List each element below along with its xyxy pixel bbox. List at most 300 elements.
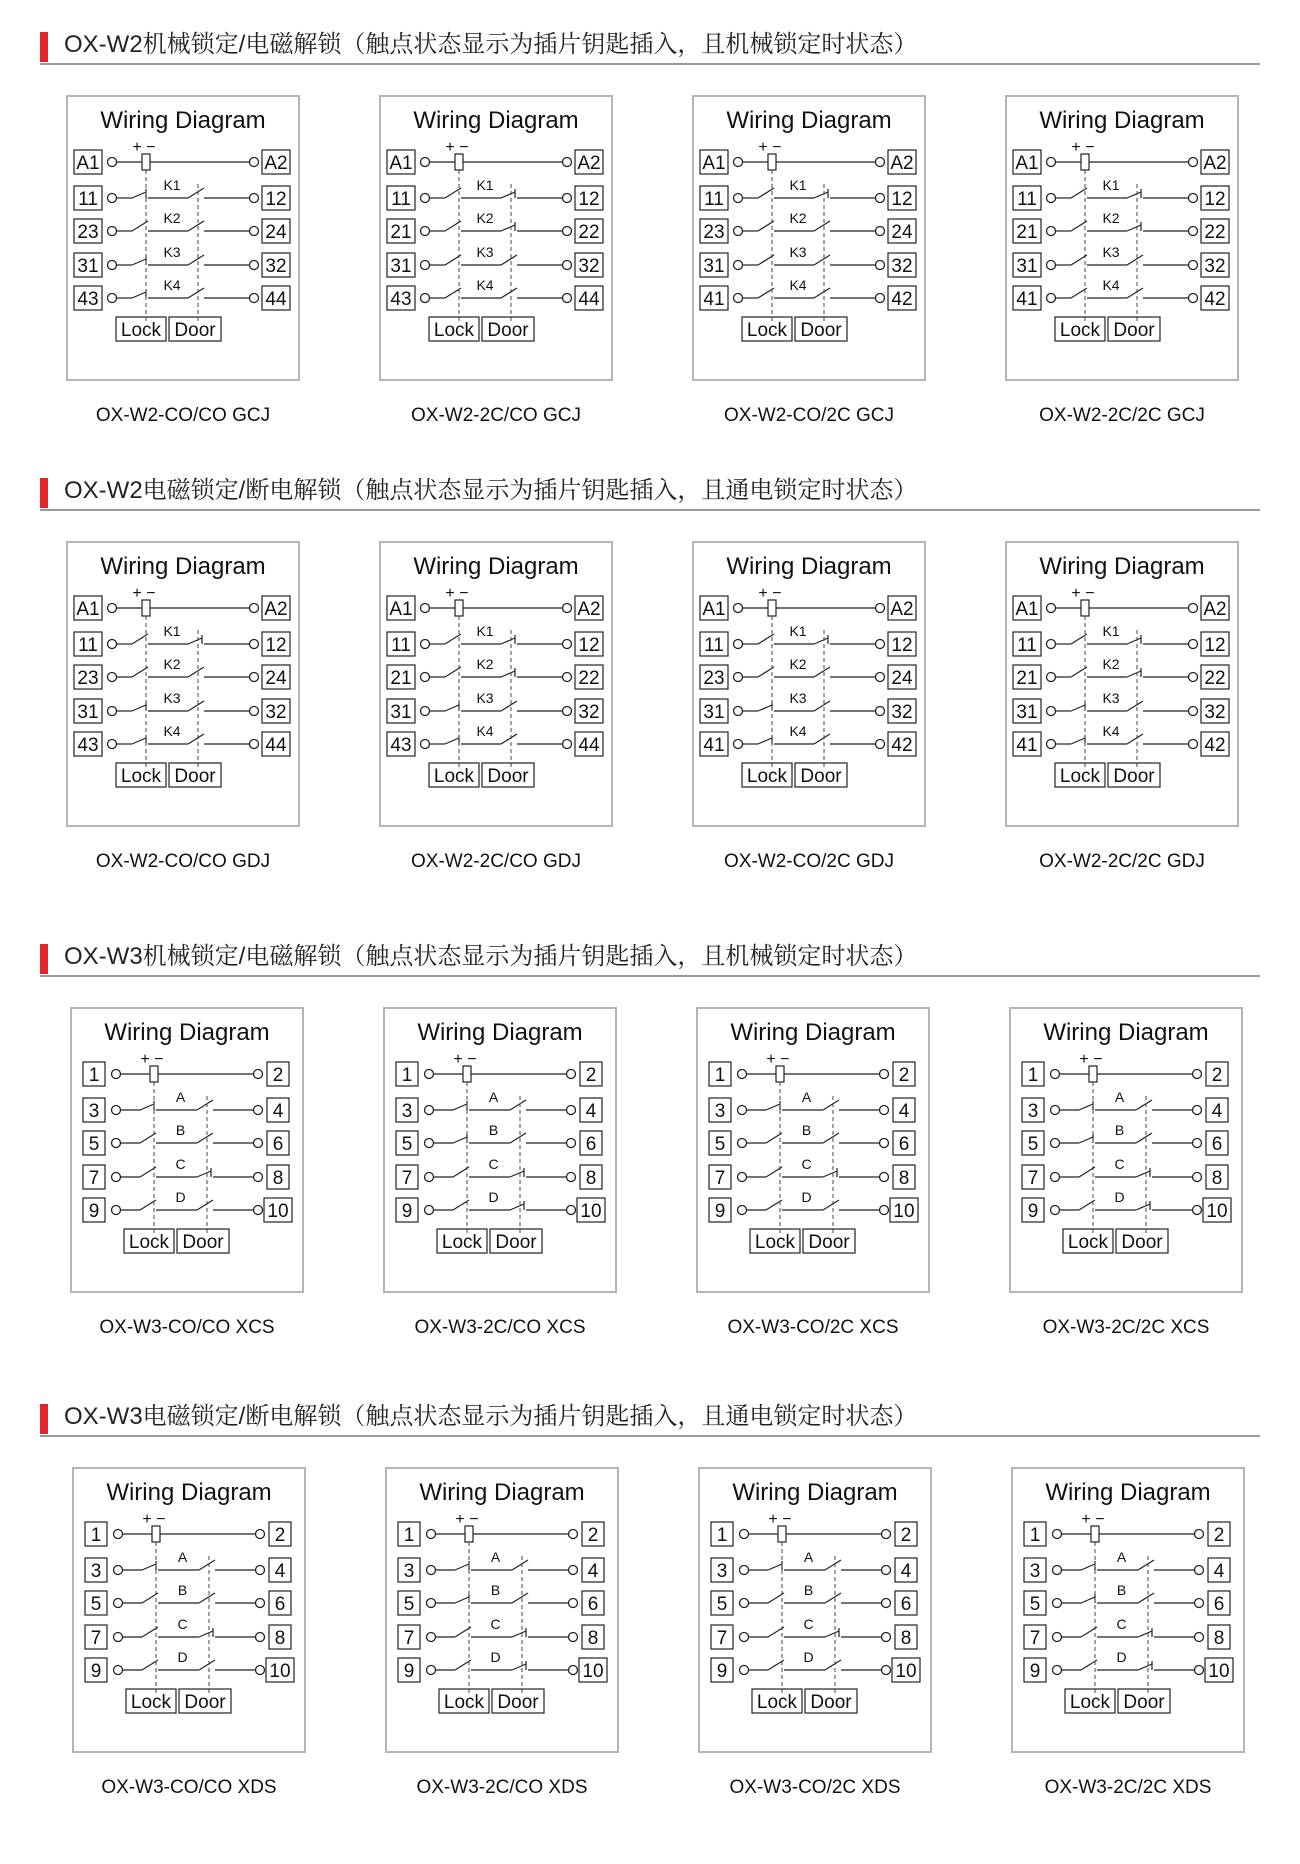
wiring-schematic: [381, 543, 611, 825]
door-legend: Door: [182, 1232, 224, 1253]
contact-terminal-left: 31: [77, 702, 99, 723]
contact-label: A: [801, 1089, 812, 1105]
contact-label: A: [1114, 1089, 1125, 1105]
model-label: OX-W3-CO/CO XCS: [99, 1317, 275, 1338]
door-contact-blade: [825, 1593, 841, 1603]
coil-symbol: [455, 600, 463, 616]
terminal-dot: [876, 640, 885, 649]
coil-polarity: + −: [1079, 1051, 1103, 1068]
contact-terminal-right: 4: [274, 1561, 286, 1582]
contact-label: K2: [476, 210, 494, 226]
coil-polarity: + −: [455, 1511, 479, 1528]
terminal-dot: [1047, 707, 1056, 716]
door-contact-blade: [1127, 192, 1141, 198]
terminal-dot: [567, 1070, 576, 1079]
lock-legend: Lock: [433, 766, 475, 787]
diagram-title: Wiring Diagram: [1039, 553, 1205, 580]
terminal-dot: [563, 740, 572, 749]
contact-terminal-left: 9: [403, 1661, 415, 1682]
lock-contact-blade: [142, 1564, 156, 1570]
terminal-dot: [880, 1070, 889, 1079]
contact-label: K3: [789, 244, 807, 260]
contact-label: C: [801, 1156, 812, 1172]
contact-label: D: [1114, 1189, 1125, 1205]
contact-terminal-right: 44: [578, 289, 600, 310]
door-contact-blade: [510, 1171, 524, 1177]
contact-terminal-left: 9: [401, 1201, 413, 1222]
door-legend: Door: [1113, 320, 1155, 341]
contact-label: C: [175, 1156, 186, 1172]
contact-terminal-right: 6: [272, 1134, 284, 1155]
contact-terminal-right: 22: [578, 222, 600, 243]
wiring-diagram-card: [66, 95, 300, 381]
terminal-dot: [882, 1530, 891, 1539]
contact-terminal-left: 31: [1016, 702, 1038, 723]
coil-polarity: + −: [1071, 139, 1095, 156]
diagram-title: Wiring Diagram: [1039, 107, 1205, 134]
terminal-dot: [1189, 673, 1198, 682]
coil-terminal-right: 2: [274, 1525, 286, 1546]
terminal-dot: [112, 1139, 121, 1148]
door-legend: Door: [174, 766, 216, 787]
door-contact-blade: [188, 288, 204, 298]
wiring-schematic: [1011, 1009, 1241, 1291]
coil-symbol: [465, 1526, 473, 1542]
contact-terminal-right: 8: [272, 1168, 284, 1189]
coil-polarity: + −: [132, 585, 156, 602]
coil-terminal-right: 2: [1213, 1525, 1225, 1546]
lock-legend: Lock: [1069, 1692, 1111, 1713]
section-header: [40, 472, 1260, 508]
contact-terminal-right: 8: [1213, 1628, 1225, 1649]
terminal-dot: [114, 1566, 123, 1575]
door-contact-blade: [510, 1204, 524, 1210]
door-contact-blade: [823, 1200, 839, 1210]
wiring-diagram-card: [66, 541, 300, 827]
terminal-dot: [740, 1666, 749, 1675]
contact-label: D: [175, 1189, 186, 1205]
coil-symbol: [455, 154, 463, 170]
door-contact-blade: [823, 1100, 839, 1110]
terminal-dot: [1195, 1599, 1204, 1608]
terminal-dot: [880, 1106, 889, 1115]
section-w3-electromagnetic-lock: [40, 1398, 1260, 1858]
lock-contact-blade: [758, 738, 772, 744]
door-legend: Door: [495, 1232, 537, 1253]
lock-contact-blade: [1079, 1104, 1093, 1110]
terminal-dot: [254, 1173, 263, 1182]
contact-terminal-right: 44: [265, 735, 287, 756]
contact-terminal-right: 4: [585, 1101, 597, 1122]
lock-legend: Lock: [433, 320, 475, 341]
contact-terminal-right: 8: [274, 1628, 286, 1649]
lock-legend: Lock: [130, 1692, 172, 1713]
terminal-dot: [425, 1173, 434, 1182]
wiring-schematic: [68, 97, 298, 379]
contact-label: K4: [163, 277, 181, 293]
section-header: [40, 26, 1260, 62]
terminal-dot: [256, 1666, 265, 1675]
door-contact-blade: [188, 638, 202, 644]
contact-label: K3: [476, 244, 494, 260]
terminal-dot: [563, 158, 572, 167]
terminal-dot: [734, 604, 743, 613]
lock-legend: Lock: [1067, 1232, 1109, 1253]
coil-polarity: + −: [768, 1511, 792, 1528]
lock-legend: Lock: [756, 1692, 798, 1713]
contact-terminal-left: 41: [1016, 289, 1038, 310]
contact-label: C: [177, 1616, 188, 1632]
door-contact-blade: [501, 288, 517, 298]
coil-terminal-left: 1: [1027, 1065, 1039, 1086]
contact-terminal-left: 7: [714, 1168, 726, 1189]
terminal-dot: [254, 1070, 263, 1079]
terminal-dot: [427, 1633, 436, 1642]
door-contact-blade: [188, 701, 204, 711]
lock-legend: Lock: [746, 320, 788, 341]
terminal-dot: [108, 740, 117, 749]
terminal-dot: [876, 707, 885, 716]
coil-symbol: [142, 154, 150, 170]
contact-label: A: [175, 1089, 186, 1105]
contact-terminal-right: 22: [578, 668, 600, 689]
terminal-dot: [876, 158, 885, 167]
wiring-schematic: [72, 1009, 302, 1291]
contact-terminal-right: 32: [578, 256, 600, 277]
terminal-dot: [250, 227, 259, 236]
terminal-dot: [421, 604, 430, 613]
contact-terminal-right: 32: [265, 256, 287, 277]
contact-terminal-left: 41: [703, 735, 725, 756]
coil-symbol: [1089, 1066, 1097, 1082]
contact-terminal-left: 31: [703, 256, 725, 277]
terminal-dot: [254, 1206, 263, 1215]
terminal-dot: [738, 1070, 747, 1079]
wiring-diagram-card: [379, 541, 613, 827]
coil-polarity: + −: [453, 1051, 477, 1068]
door-contact-blade: [188, 734, 204, 744]
contact-terminal-right: 4: [1213, 1561, 1225, 1582]
terminal-dot: [1051, 1139, 1060, 1148]
door-contact-blade: [501, 255, 517, 265]
model-label: OX-W3-2C/2C XDS: [1044, 1777, 1212, 1798]
door-legend: Door: [487, 766, 529, 787]
contact-label: K2: [163, 210, 181, 226]
terminal-dot: [740, 1599, 749, 1608]
contact-terminal-right: 32: [1204, 256, 1226, 277]
contact-terminal-right: 10: [580, 1201, 602, 1222]
contact-terminal-right: 32: [1204, 702, 1226, 723]
contact-terminal-left: 7: [716, 1628, 728, 1649]
contact-terminal-left: 5: [1027, 1134, 1039, 1155]
model-label: OX-W3-2C/CO XDS: [416, 1777, 588, 1798]
door-contact-blade: [188, 221, 204, 231]
lock-contact-blade: [768, 1564, 782, 1570]
terminal-dot: [421, 673, 430, 682]
contact-terminal-left: 7: [401, 1168, 413, 1189]
door-contact-blade: [1138, 1664, 1152, 1670]
contact-terminal-left: 11: [78, 189, 98, 210]
contact-terminal-left: 3: [90, 1561, 102, 1582]
terminal-dot: [1193, 1139, 1202, 1148]
contact-label: D: [490, 1649, 501, 1665]
contact-label: K4: [1102, 277, 1120, 293]
model-label: OX-W3-2C/2C XCS: [1042, 1317, 1210, 1338]
terminal-dot: [882, 1633, 891, 1642]
terminal-dot: [876, 604, 885, 613]
terminal-dot: [108, 194, 117, 203]
terminal-dot: [740, 1530, 749, 1539]
lock-contact-blade: [132, 705, 146, 711]
terminal-dot: [569, 1530, 578, 1539]
contact-terminal-right: 6: [274, 1594, 286, 1615]
door-contact-blade: [814, 288, 830, 298]
wiring-schematic: [381, 97, 611, 379]
coil-terminal-right: A2: [890, 153, 914, 174]
terminal-dot: [114, 1599, 123, 1608]
coil-symbol: [768, 600, 776, 616]
contact-terminal-right: 8: [1211, 1168, 1223, 1189]
terminal-dot: [1051, 1106, 1060, 1115]
door-contact-blade: [814, 701, 830, 711]
contact-label: K3: [163, 690, 181, 706]
lock-contact-blade: [758, 705, 772, 711]
coil-terminal-right: A2: [1203, 153, 1227, 174]
door-contact-blade: [1127, 734, 1143, 744]
terminal-dot: [738, 1206, 747, 1215]
wiring-schematic: [68, 543, 298, 825]
coil-terminal-left: 1: [714, 1065, 726, 1086]
door-contact-blade: [199, 1631, 213, 1637]
door-legend: Door: [497, 1692, 539, 1713]
contact-terminal-left: 7: [1029, 1628, 1041, 1649]
section-title: OX-W3机械锁定/电磁解锁（触点状态显示为插片钥匙插入，且机械锁定时状态）: [64, 943, 918, 970]
diagram-title: Wiring Diagram: [419, 1479, 585, 1506]
contact-label: K4: [1102, 723, 1120, 739]
contact-label: A: [1116, 1549, 1127, 1565]
lock-contact-blade: [1079, 1137, 1093, 1143]
coil-polarity: + −: [142, 1511, 166, 1528]
lock-contact-blade: [132, 738, 146, 744]
contact-terminal-left: 3: [1029, 1561, 1041, 1582]
terminal-dot: [421, 158, 430, 167]
terminal-dot: [734, 261, 743, 270]
lock-contact-blade: [445, 738, 459, 744]
contact-label: K4: [476, 723, 494, 739]
diagram-title: Wiring Diagram: [100, 553, 266, 580]
contact-label: K1: [163, 623, 181, 639]
contact-label: K2: [476, 656, 494, 672]
terminal-dot: [256, 1566, 265, 1575]
coil-terminal-left: A1: [76, 153, 100, 174]
contact-label: K1: [476, 623, 494, 639]
terminal-dot: [254, 1106, 263, 1115]
lock-contact-blade: [455, 1597, 469, 1603]
terminal-dot: [114, 1530, 123, 1539]
contact-label: K2: [789, 656, 807, 672]
contact-label: C: [1116, 1616, 1127, 1632]
coil-terminal-right: A2: [1203, 599, 1227, 620]
wiring-diagram-card: [692, 541, 926, 827]
contact-label: C: [488, 1156, 499, 1172]
terminal-dot: [734, 294, 743, 303]
diagram-title: Wiring Diagram: [726, 553, 892, 580]
contact-terminal-left: 21: [1016, 668, 1038, 689]
terminal-dot: [256, 1530, 265, 1539]
coil-symbol: [768, 154, 776, 170]
contact-terminal-right: 8: [585, 1168, 597, 1189]
contact-terminal-right: 12: [265, 635, 287, 656]
coil-terminal-left: 1: [716, 1525, 728, 1546]
contact-terminal-right: 6: [900, 1594, 912, 1615]
lock-contact-blade: [453, 1137, 467, 1143]
contact-terminal-left: 21: [390, 668, 412, 689]
contact-terminal-left: 11: [704, 635, 724, 656]
terminal-dot: [734, 158, 743, 167]
model-label: OX-W2-2C/CO GCJ: [411, 405, 581, 426]
wiring-schematic: [385, 1009, 615, 1291]
lock-contact-blade: [140, 1104, 154, 1110]
lock-legend: Lock: [443, 1692, 485, 1713]
lock-contact-blade: [445, 705, 459, 711]
model-label: OX-W2-CO/CO GDJ: [95, 851, 271, 872]
terminal-dot: [1051, 1173, 1060, 1182]
door-contact-blade: [512, 1593, 528, 1603]
contact-terminal-right: 12: [891, 189, 913, 210]
coil-polarity: + −: [445, 139, 469, 156]
model-label: OX-W2-2C/CO GDJ: [411, 851, 581, 872]
diagram-title: Wiring Diagram: [732, 1479, 898, 1506]
contact-terminal-left: 7: [403, 1628, 415, 1649]
terminal-dot: [734, 673, 743, 682]
terminal-dot: [425, 1206, 434, 1215]
wiring-diagram-card: [696, 1007, 930, 1293]
coil-terminal-right: A2: [577, 153, 601, 174]
contact-label: A: [490, 1549, 501, 1565]
contact-terminal-right: 10: [1206, 1201, 1228, 1222]
contact-label: D: [1116, 1649, 1127, 1665]
terminal-dot: [738, 1106, 747, 1115]
wiring-diagram-card: [379, 95, 613, 381]
coil-terminal-left: A1: [1015, 153, 1039, 174]
diagram-title: Wiring Diagram: [106, 1479, 272, 1506]
door-contact-blade: [825, 1631, 839, 1637]
terminal-dot: [421, 294, 430, 303]
terminal-dot: [421, 740, 430, 749]
door-contact-blade: [1127, 638, 1141, 644]
contact-label: K2: [1102, 210, 1120, 226]
contact-terminal-right: 24: [891, 222, 913, 243]
contact-terminal-right: 10: [893, 1201, 915, 1222]
contact-label: B: [1114, 1122, 1125, 1138]
terminal-dot: [108, 604, 117, 613]
lock-contact-blade: [766, 1104, 780, 1110]
coil-polarity: + −: [1081, 1511, 1105, 1528]
contact-terminal-left: 23: [77, 222, 99, 243]
model-label: OX-W2-CO/CO GCJ: [95, 405, 271, 426]
terminal-dot: [108, 673, 117, 682]
contact-terminal-left: 3: [401, 1101, 413, 1122]
contact-label: B: [488, 1122, 499, 1138]
terminal-dot: [563, 707, 572, 716]
contact-terminal-left: 31: [1016, 256, 1038, 277]
terminal-dot: [250, 673, 259, 682]
contact-terminal-left: 5: [90, 1594, 102, 1615]
contact-terminal-right: 12: [265, 189, 287, 210]
contact-label: B: [803, 1582, 814, 1598]
terminal-dot: [427, 1599, 436, 1608]
door-contact-blade: [197, 1200, 213, 1210]
contact-terminal-right: 6: [1211, 1134, 1223, 1155]
contact-terminal-left: 5: [403, 1594, 415, 1615]
contact-terminal-right: 10: [269, 1661, 291, 1682]
section-w2-electromagnetic-lock: [40, 472, 1260, 932]
terminal-dot: [250, 194, 259, 203]
contact-label: C: [803, 1616, 814, 1632]
terminal-dot: [421, 194, 430, 203]
contact-label: K1: [789, 177, 807, 193]
wiring-diagram-card: [698, 1467, 932, 1753]
terminal-dot: [250, 158, 259, 167]
terminal-dot: [876, 194, 885, 203]
terminal-dot: [1047, 740, 1056, 749]
coil-terminal-left: A1: [76, 599, 100, 620]
contact-terminal-right: 4: [587, 1561, 599, 1582]
door-contact-blade: [814, 638, 828, 644]
contact-terminal-right: 32: [891, 702, 913, 723]
lock-contact-blade: [453, 1104, 467, 1110]
contact-terminal-left: 23: [703, 222, 725, 243]
terminal-dot: [1193, 1106, 1202, 1115]
door-contact-blade: [197, 1171, 211, 1177]
door-legend: Door: [184, 1692, 226, 1713]
section-w3-mechanical-lock: [40, 938, 1260, 1398]
contact-terminal-left: 11: [78, 635, 98, 656]
terminal-dot: [1051, 1070, 1060, 1079]
door-legend: Door: [1121, 1232, 1163, 1253]
coil-symbol: [463, 1066, 471, 1082]
door-contact-blade: [512, 1560, 528, 1570]
terminal-dot: [1047, 261, 1056, 270]
contact-terminal-right: 44: [578, 735, 600, 756]
lock-legend: Lock: [1059, 320, 1101, 341]
contact-terminal-left: 31: [390, 702, 412, 723]
diagram-title: Wiring Diagram: [726, 107, 892, 134]
door-legend: Door: [800, 766, 842, 787]
terminal-dot: [569, 1566, 578, 1575]
contact-label: D: [803, 1649, 814, 1665]
terminal-dot: [740, 1566, 749, 1575]
contact-terminal-left: 5: [88, 1134, 100, 1155]
coil-polarity: + −: [132, 139, 156, 156]
contact-terminal-left: 5: [714, 1134, 726, 1155]
terminal-dot: [250, 604, 259, 613]
terminal-dot: [734, 194, 743, 203]
contact-terminal-right: 6: [587, 1594, 599, 1615]
coil-terminal-left: 1: [403, 1525, 415, 1546]
terminal-dot: [112, 1070, 121, 1079]
model-label: OX-W2-CO/2C GCJ: [724, 405, 894, 426]
door-legend: Door: [800, 320, 842, 341]
contact-terminal-left: 9: [1029, 1661, 1041, 1682]
coil-terminal-right: 2: [585, 1065, 597, 1086]
contact-terminal-right: 24: [265, 222, 287, 243]
door-legend: Door: [810, 1692, 852, 1713]
contact-terminal-right: 24: [265, 668, 287, 689]
model-label: OX-W2-CO/2C GDJ: [724, 851, 894, 872]
section-accent-bar: [40, 478, 48, 508]
wiring-schematic: [698, 1009, 928, 1291]
